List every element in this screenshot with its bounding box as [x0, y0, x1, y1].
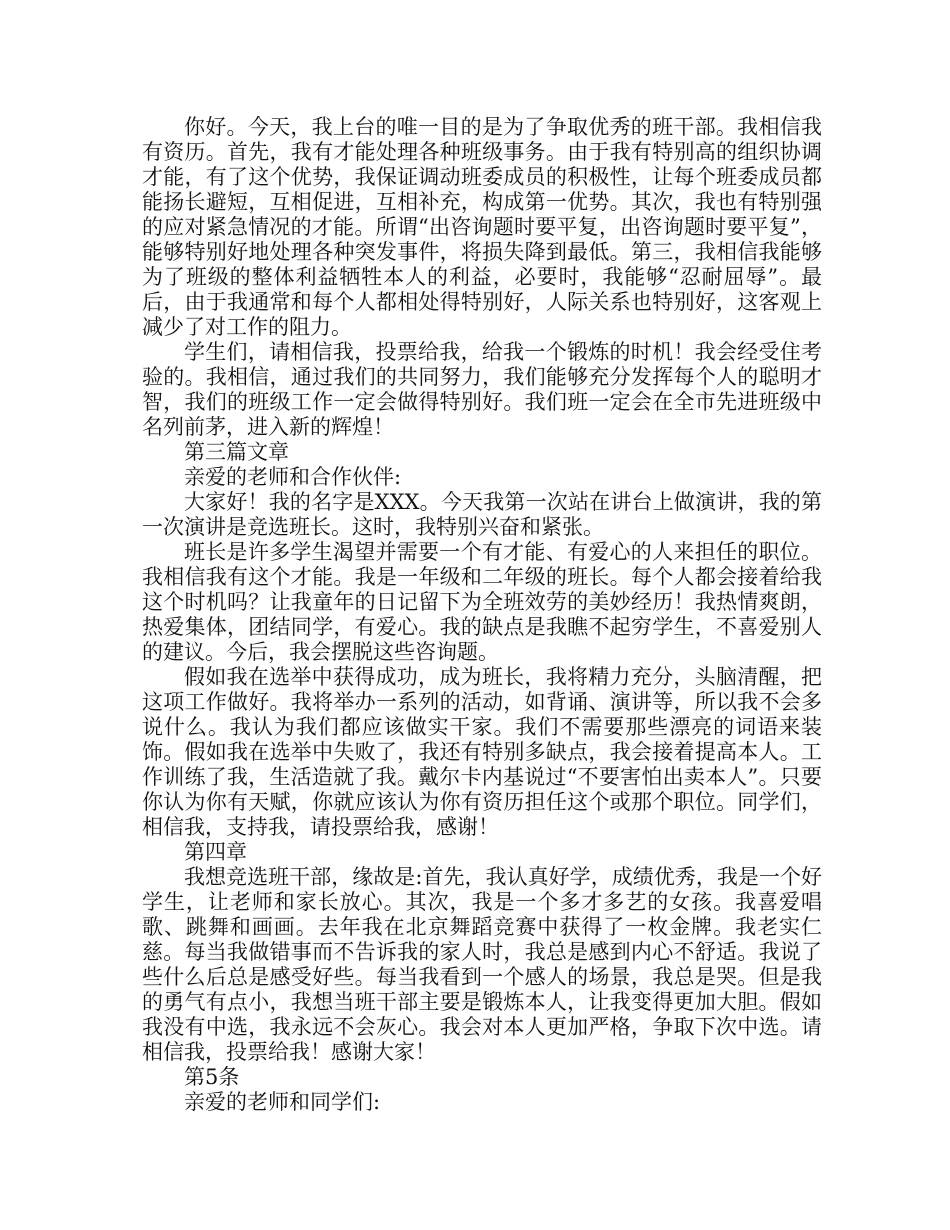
paragraph-greeting: 大家好！我的名字是XXX。今天我第一次站在讲台上做演讲，我的第一次演讲是竞选班长。这时，我特别兴奋和紧张。: [142, 490, 822, 539]
section-heading-fourth-chapter: 第四章: [184, 840, 247, 864]
section-heading-third-article: 第三篇文章: [184, 440, 289, 464]
paragraph-election-plan: 假如我在选举中获得成功，成为班长，我将精力充分，头脑清醒，把这项工作做好。我将举办一系列的活动，如背诵、演讲等，所以我不会多说什么。我认为我们都应该做实干家。我们不需要那些漂亮的词语来装饰。假如我在选举中失败了，我还有特别多缺点，我会接着提高本人。工作训练了我，生活造就了我。戴尔卡内基说过“不要害怕出卖本人”。只要你认为你有天赋，你就应该认为你有资历担任这个或那个职位。同学们，相信我，支持我，请投票给我，感谢！: [142, 665, 822, 839]
paragraph-candidate-reasons: 我想竞选班干部，缘故是:首先，我认真好学，成绩优秀，我是一个好学生，让老师和家长放心。其次，我是一个多才多艺的女孩。我喜爱唱歌、跳舞和画画。去年我在北京舞蹈竞赛中获得了一枚金牌。我老实仁慈。每当我做错事而不告诉我的家人时，我总是感到内心不舒适。我说了些什么后总是感受好些。每当我看到一个感人的场景，我总是哭。但是我的勇气有点小，我想当班干部主要是锻炼本人，让我变得更加大胆。假如我没有中选，我永远不会灰心。我会对本人更加严格，争取下次中选。请相信我，投票给我！感谢大家！: [142, 865, 822, 1064]
paragraph-vote-appeal: 学生们，请相信我，投票给我，给我一个锻炼的时机！我会经受住考验的。我相信，通过我们的共同努力，我们能够充分发挥每个人的聪明才智，我们的班级工作一定会做得特别好。我们班一定会在全市先进班级中名列前茅，进入新的辉煌！: [142, 340, 822, 439]
paragraph-monitor-role: 班长是许多学生渴望并需要一个有才能、有爱心的人来担任的职位。我相信我有这个才能。我是一年级和二年级的班长。每个人都会接着给我这个时机吗？让我童年的日记留下为全班效劳的美妙经历！我热情爽朗，热爱集体，团结同学，有爱心。我的缺点是我瞧不起穷学生，不喜爱别人的建议。今后，我会摆脱这些咨询题。: [142, 540, 822, 664]
paragraph-final-salutation: 亲爱的老师和同学们:: [184, 1090, 381, 1114]
section-heading-fifth-article: 第5条: [184, 1065, 240, 1089]
document-page: [142, 115, 822, 1115]
paragraph-salutation: 亲爱的老师和合作伙伴:: [184, 465, 402, 489]
paragraph-intro-speech: 你好。今天，我上台的唯一目的是为了争取优秀的班干部。我相信我有资历。首先，我有才能处理各种班级事务。由于我有特别高的组织协调才能，有了这个优势，我保证调动班委成员的积极性，让每个班委成员都能扬长避短，互相促进，互相补充，构成第一优势。其次，我也有特别强的应对紧急情况的才能。所谓“出咨询题时要平复，出咨询题时要平复”，能够特别好地处理各种突发事件，将损失降到最低。第三，我相信我能够为了班级的整体利益牺牲本人的利益，必要时，我能够“忍耐屈辱”。最后，由于我通常和每个人都相处得特别好，人际关系也特别好，这客观上减少了对工作的阻力。: [142, 115, 822, 339]
